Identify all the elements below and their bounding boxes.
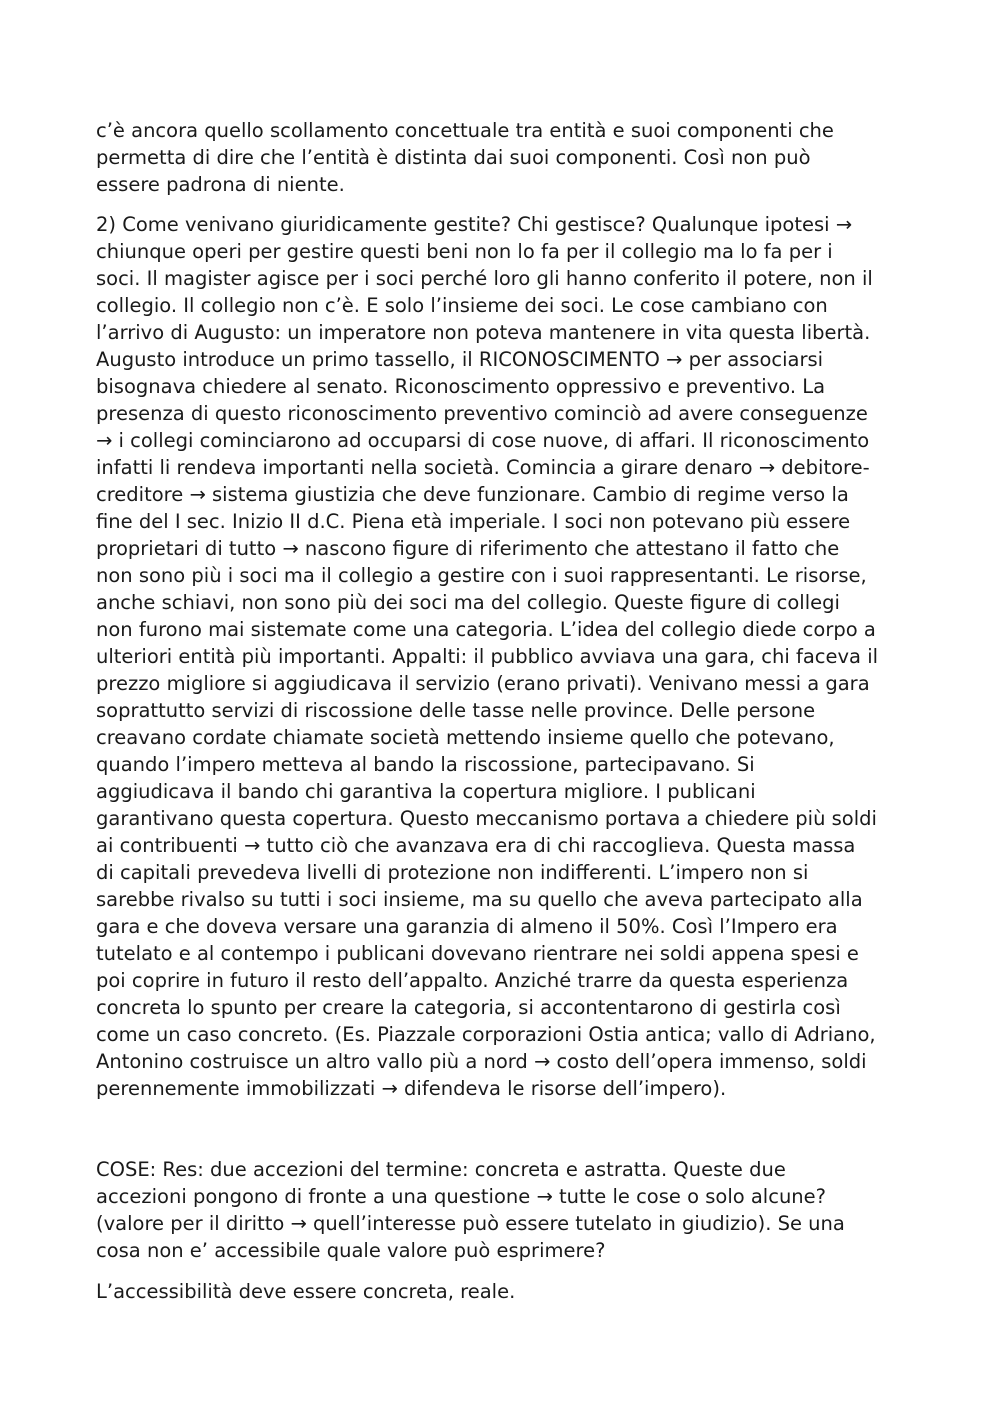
text-line: bisognava chiedere al senato. Riconoscimento oppressivo e preventivo. La	[96, 375, 826, 398]
text-line: presenza di questo riconoscimento preventivo cominciò ad avere conseguenze	[96, 402, 868, 425]
text-line: fine del I sec. Inizio II d.C. Piena età imperiale. I soci non potevano più essere	[96, 510, 851, 533]
text-line: perennemente immobilizzati → difendeva le risorse dell’impero).	[96, 1077, 727, 1100]
text-line: (valore per il diritto → quell’interesse può essere tutelato in giudizio). Se una	[96, 1212, 845, 1235]
text-line: Augusto introduce un primo tassello, il RICONOSCIMENTO → per associarsi	[96, 348, 824, 371]
text-line: ulteriori entità più importanti. Appalti: il pubblico avviava una gara, chi faceva il	[96, 645, 879, 668]
text-line: → i collegi cominciarono ad occuparsi di cose nuove, di affari. Il riconoscimento	[96, 429, 870, 452]
text-line: COSE: Res: due accezioni del termine: concreta e astratta. Queste due	[96, 1158, 786, 1181]
text-line: chiunque operi per gestire questi beni non lo fa per il collegio ma lo fa per i	[96, 240, 833, 263]
text-line: di capitali prevedeva livelli di protezione non indifferenti. L’impero non si	[96, 861, 809, 884]
text-line: come un caso concreto. (Es. Piazzale corporazioni Ostia antica; vallo di Adriano,	[96, 1023, 876, 1046]
text-line: anche schiavi, non sono più dei soci ma del collegio. Queste figure di collegi	[96, 591, 840, 614]
text-line: non furono mai sistemate come una categoria. L’idea del collegio diede corpo a	[96, 618, 876, 641]
text-line: concreta lo spunto per creare la categoria, si accontentarono di gestirla così	[96, 996, 841, 1019]
text-line: garantivano questa copertura. Questo meccanismo portava a chiedere più soldi	[96, 807, 877, 830]
text-line: L’accessibilità deve essere concreta, reale.	[96, 1280, 516, 1303]
text-line: quando l’impero metteva al bando la riscossione, partecipavano. Si	[96, 753, 755, 776]
text-line: essere padrona di niente.	[96, 173, 345, 196]
text-line: collegio. Il collegio non c’è. E solo l’insieme dei soci. Le cose cambiano con	[96, 294, 828, 317]
text-line: soprattutto servizi di riscossione delle tasse nelle province. Delle persone	[96, 699, 816, 722]
text-line: c’è ancora quello scollamento concettuale tra entità e suoi componenti che	[96, 119, 834, 142]
text-line: creditore → sistema giustizia che deve funzionare. Cambio di regime verso la	[96, 483, 849, 506]
text-line: 2) Come venivano giuridicamente gestite? Chi gestisce? Qualunque ipotesi →	[96, 213, 853, 236]
text-line: prezzo migliore si aggiudicava il servizio (erano privati). Venivano messi a gara	[96, 672, 870, 695]
text-line: poi coprire in futuro il resto dell’appalto. Anziché trarre da questa esperienza	[96, 969, 849, 992]
text-line: sarebbe rivalso su tutti i soci insieme, ma su quello che aveva partecipato alla	[96, 888, 863, 911]
text-line: gara e che doveva versare una garanzia di almeno il 50%. Così l’Impero era	[96, 915, 838, 938]
text-line: non sono più i soci ma il collegio a gestire con i suoi rappresentanti. Le risorse,	[96, 564, 867, 587]
text-line: accezioni pongono di fronte a una questione → tutte le cose o solo alcune?	[96, 1185, 827, 1208]
text-line: Antonino costruisce un altro vallo più a nord → costo dell’opera immenso, soldi	[96, 1050, 867, 1073]
text-line: soci. Il magister agisce per i soci perché loro gli hanno conferito il potere, non il	[96, 267, 873, 290]
text-line: ai contribuenti → tutto ciò che avanzava era di chi raccoglieva. Questa massa	[96, 834, 856, 857]
text-line: l’arrivo di Augusto: un imperatore non poteva mantenere in vita questa libertà.	[96, 321, 871, 344]
text-line: cosa non e’ accessibile quale valore può esprimere?	[96, 1239, 606, 1262]
text-line: proprietari di tutto → nascono figure di riferimento che attestano il fatto che	[96, 537, 840, 560]
text-line: creavano cordate chiamate società mettendo insieme quello che potevano,	[96, 726, 835, 749]
text-line: tutelato e al contempo i publicani dovevano rientrare nei soldi appena spesi e	[96, 942, 859, 965]
text-line: aggiudicava il bando chi garantiva la copertura migliore. I publicani	[96, 780, 756, 803]
text-line: infatti li rendeva importanti nella società. Comincia a girare denaro → debitore-	[96, 456, 870, 479]
text-line: permetta di dire che l’entità è distinta dai suoi componenti. Così non può	[96, 146, 811, 169]
